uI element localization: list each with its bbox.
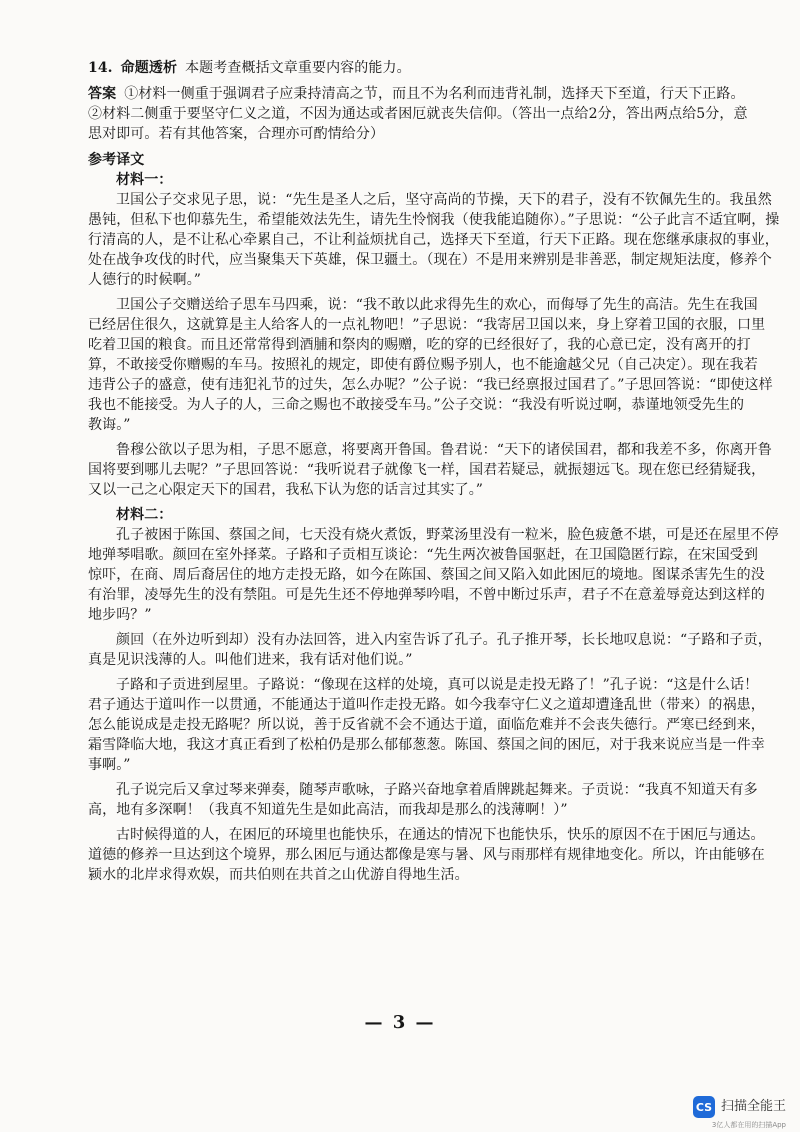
paragraph-line: 鲁穆公欲以子思为相，子思不愿意，将要离开鲁国。鲁君说：“天下的诸侯国君，都和我差不多，你离开鲁: [116, 442, 772, 458]
paragraph-line: 又以一己之心限定天下的国君，我私下认为您的话言过其实了。”: [88, 482, 484, 498]
paragraph-line: 吃着卫国的粮食。而且还常常得到酒脯和祭肉的赐赠，吃的穿的已经很好了，我的心意已定，没有离开的打: [88, 337, 751, 353]
paragraph-line: 地弹琴唱歌。颜回在室外择菜。子路和子贡相互谈论：“先生两次被鲁国驱赶，在卫国隐匿行踪，在宋国受到: [88, 547, 758, 563]
paragraph-line: 颍水的北岸求得欢娱，而共伯则在共首之山优游自得地生活。: [88, 867, 469, 883]
question-header: [88, 58, 726, 78]
paragraph-line: 古时候得道的人，在困厄的环境里也能快乐，在通达的情况下也能快乐，快乐的原因不在于困厄与通达。: [116, 827, 765, 843]
paragraph-line: 霜雪降临大地，我这才真正看到了松柏仍是那么郁郁葱葱。陈国、蔡国之间的困厄，对于我来说应当是一件幸: [88, 737, 765, 753]
paragraph-line: 算，不敢接受你赠赐的车马。按照礼的规定，即使有爵位赐予别人，也不能逾越父兄（自己决定）。现在我若: [88, 357, 758, 373]
paragraph-line: 孔子被困于陈国、蔡国之间，七天没有烧火煮饭，野菜汤里没有一粒米，脸色疲惫不堪，可是还在屋里不停: [116, 527, 779, 543]
paragraph-line: 卫国公子交赠送给子思车马四乘，说：“我不敢以此求得先生的欢心，而侮辱了先生的高洁。先生在我国: [116, 297, 758, 313]
paragraph: [88, 630, 772, 670]
answer-line: ②材料二侧重于要坚守仁义之道，不因为通达或者困厄就丧失信仰。（答出一点给2分，答出两点给5分，意: [88, 106, 748, 122]
answer-label: 答案: [88, 86, 117, 102]
paragraph-line: 怎么能说成是走投无路呢？所以说，善于反省就不会不通达于道，面临危难并不会丧失德行。严寒已经到来，: [88, 717, 765, 733]
paragraph-line: 真是见识浅薄的人。叫他们进来，我有话对他们说。”: [88, 652, 413, 668]
paragraph-line: 国将要到哪儿去呢？”子思回答说：“我听说君子就像飞一样，国君若疑忌，就振翅远飞。现在您已经猜疑我，: [88, 462, 766, 478]
paragraph-line: 卫国公子交求见子思，说：“先生是圣人之后，坚守高尚的节操，天下的君子，没有不钦佩先生的。我虽然: [116, 192, 772, 208]
paragraph: [88, 525, 779, 625]
paragraph-line: 道德的修养一旦达到这个境界，那么困厄与通达都像是寒与暑、风与雨那样有规律地变化。所以，许由能够在: [88, 847, 765, 863]
analysis-text: 本题考查概括文章重要内容的能力。: [185, 60, 411, 76]
answer-first-row: [88, 84, 745, 104]
material1-title: 材料一：: [116, 172, 173, 188]
paragraph-line: 地步吗？”: [88, 607, 152, 623]
scanner-tagline: 3亿人都在用的扫描App: [711, 1121, 786, 1129]
paragraph: [88, 190, 780, 290]
paragraph-line: 有治罪，凌辱先生的没有禁阻。可是先生还不停地弹琴吟唱，不曾中断过乐声，君子不在意羞辱竟达到这样的: [88, 587, 765, 603]
paragraph-line: 愚钝，但私下也仰慕先生，希望能效法先生，请先生怜悯我（使我能追随你）。”子思说：“公子此言不适宜啊，操: [88, 212, 780, 228]
paragraph: [88, 295, 773, 435]
paragraph: [88, 440, 772, 500]
answer-line: ①材料一侧重于强调君子应秉持清高之节，而且不为名利而违背礼制，选择天下至道，行天下正路。: [124, 86, 745, 102]
analysis-label: 命题透析: [120, 60, 178, 76]
paragraph-line: 人德行的时候啊。”: [88, 272, 202, 288]
paragraph-line: 处在战争攻伐的时代，应当聚集天下英雄，保卫疆土。（现在）不是用来辨别是非善恶，制定规矩法度，修养个: [88, 252, 772, 268]
paragraph-line: 颜回（在外边听到却）没有办法回答，进入内室告诉了孔子。孔子推开琴，长长地叹息说：“子路和子贡，: [116, 632, 772, 648]
paragraph-line: 事啊。”: [88, 757, 131, 773]
paragraph-line: 孔子说完后又拿过琴来弹奏，随琴声歌咏，子路兴奋地拿着盾牌跳起舞来。子贡说：“我真不知道天有多: [116, 782, 758, 798]
paragraph: [88, 825, 765, 885]
paragraph-line: 违背公子的盛意，使有违犯礼节的过失，怎么办呢？”公子说：“我已经禀报过国君了。”子思回答说：“即使这样: [88, 377, 773, 393]
paragraph-line: 君子通达于道叫作一以贯通，不能通达于道叫作走投无路。如今我奉守仁义之道却遭逢乱世（带来）的祸患，: [88, 697, 765, 713]
document-page: [88, 58, 780, 890]
answer-line: 思对即可。若有其他答案，合理亦可酌情给分）: [88, 126, 385, 142]
scanner-logo-icon: CS: [693, 1096, 715, 1118]
page-number: — 3 —: [364, 1012, 436, 1033]
paragraph: [88, 780, 758, 820]
material1-body: [88, 190, 780, 500]
paragraph-line: 惊吓，在商、周后裔居住的地方走投无路，如今在陈国、蔡国之间又陷入如此困厄的境地。图谋杀害先生的没: [88, 567, 765, 583]
paragraph-line: 行清高的人，是不让私心牵累自己，不让利益烦扰自己，选择天下至道，行天下正路。现在您继承康叔的事业，: [88, 232, 779, 248]
paragraph: [88, 675, 765, 775]
question-number: 14.: [88, 60, 113, 76]
paragraph-line: 教诲。”: [88, 417, 131, 433]
answer-section: [88, 84, 748, 144]
scanner-watermark: [693, 1096, 786, 1118]
paragraph-line: 子路和子贡进到屋里。子路说：“像现在这样的处境，真可以说是走投无路了！”孔子说：“这是什么话！: [116, 677, 759, 693]
paragraph-line: 我也不能接受。为人子的人，三命之赐也不敢接受车马。”公子交说：“我没有听说过啊，恭谨地领受先生的: [88, 397, 745, 413]
material2-body: [88, 525, 779, 885]
material2-title: 材料二：: [116, 507, 173, 523]
paragraph-line: 已经居住很久，这就算是主人给客人的一点礼物吧！”子思说：“我寄居卫国以来，身上穿着卫国的衣服，口里: [88, 317, 766, 333]
paragraph-line: 高，地有多深啊！（我真不知道先生是如此高洁，而我却是那么的浅薄啊！）”: [88, 802, 568, 818]
translation-label: 参考译文: [88, 152, 145, 168]
scanner-app-name: 扫描全能王: [720, 1099, 786, 1114]
